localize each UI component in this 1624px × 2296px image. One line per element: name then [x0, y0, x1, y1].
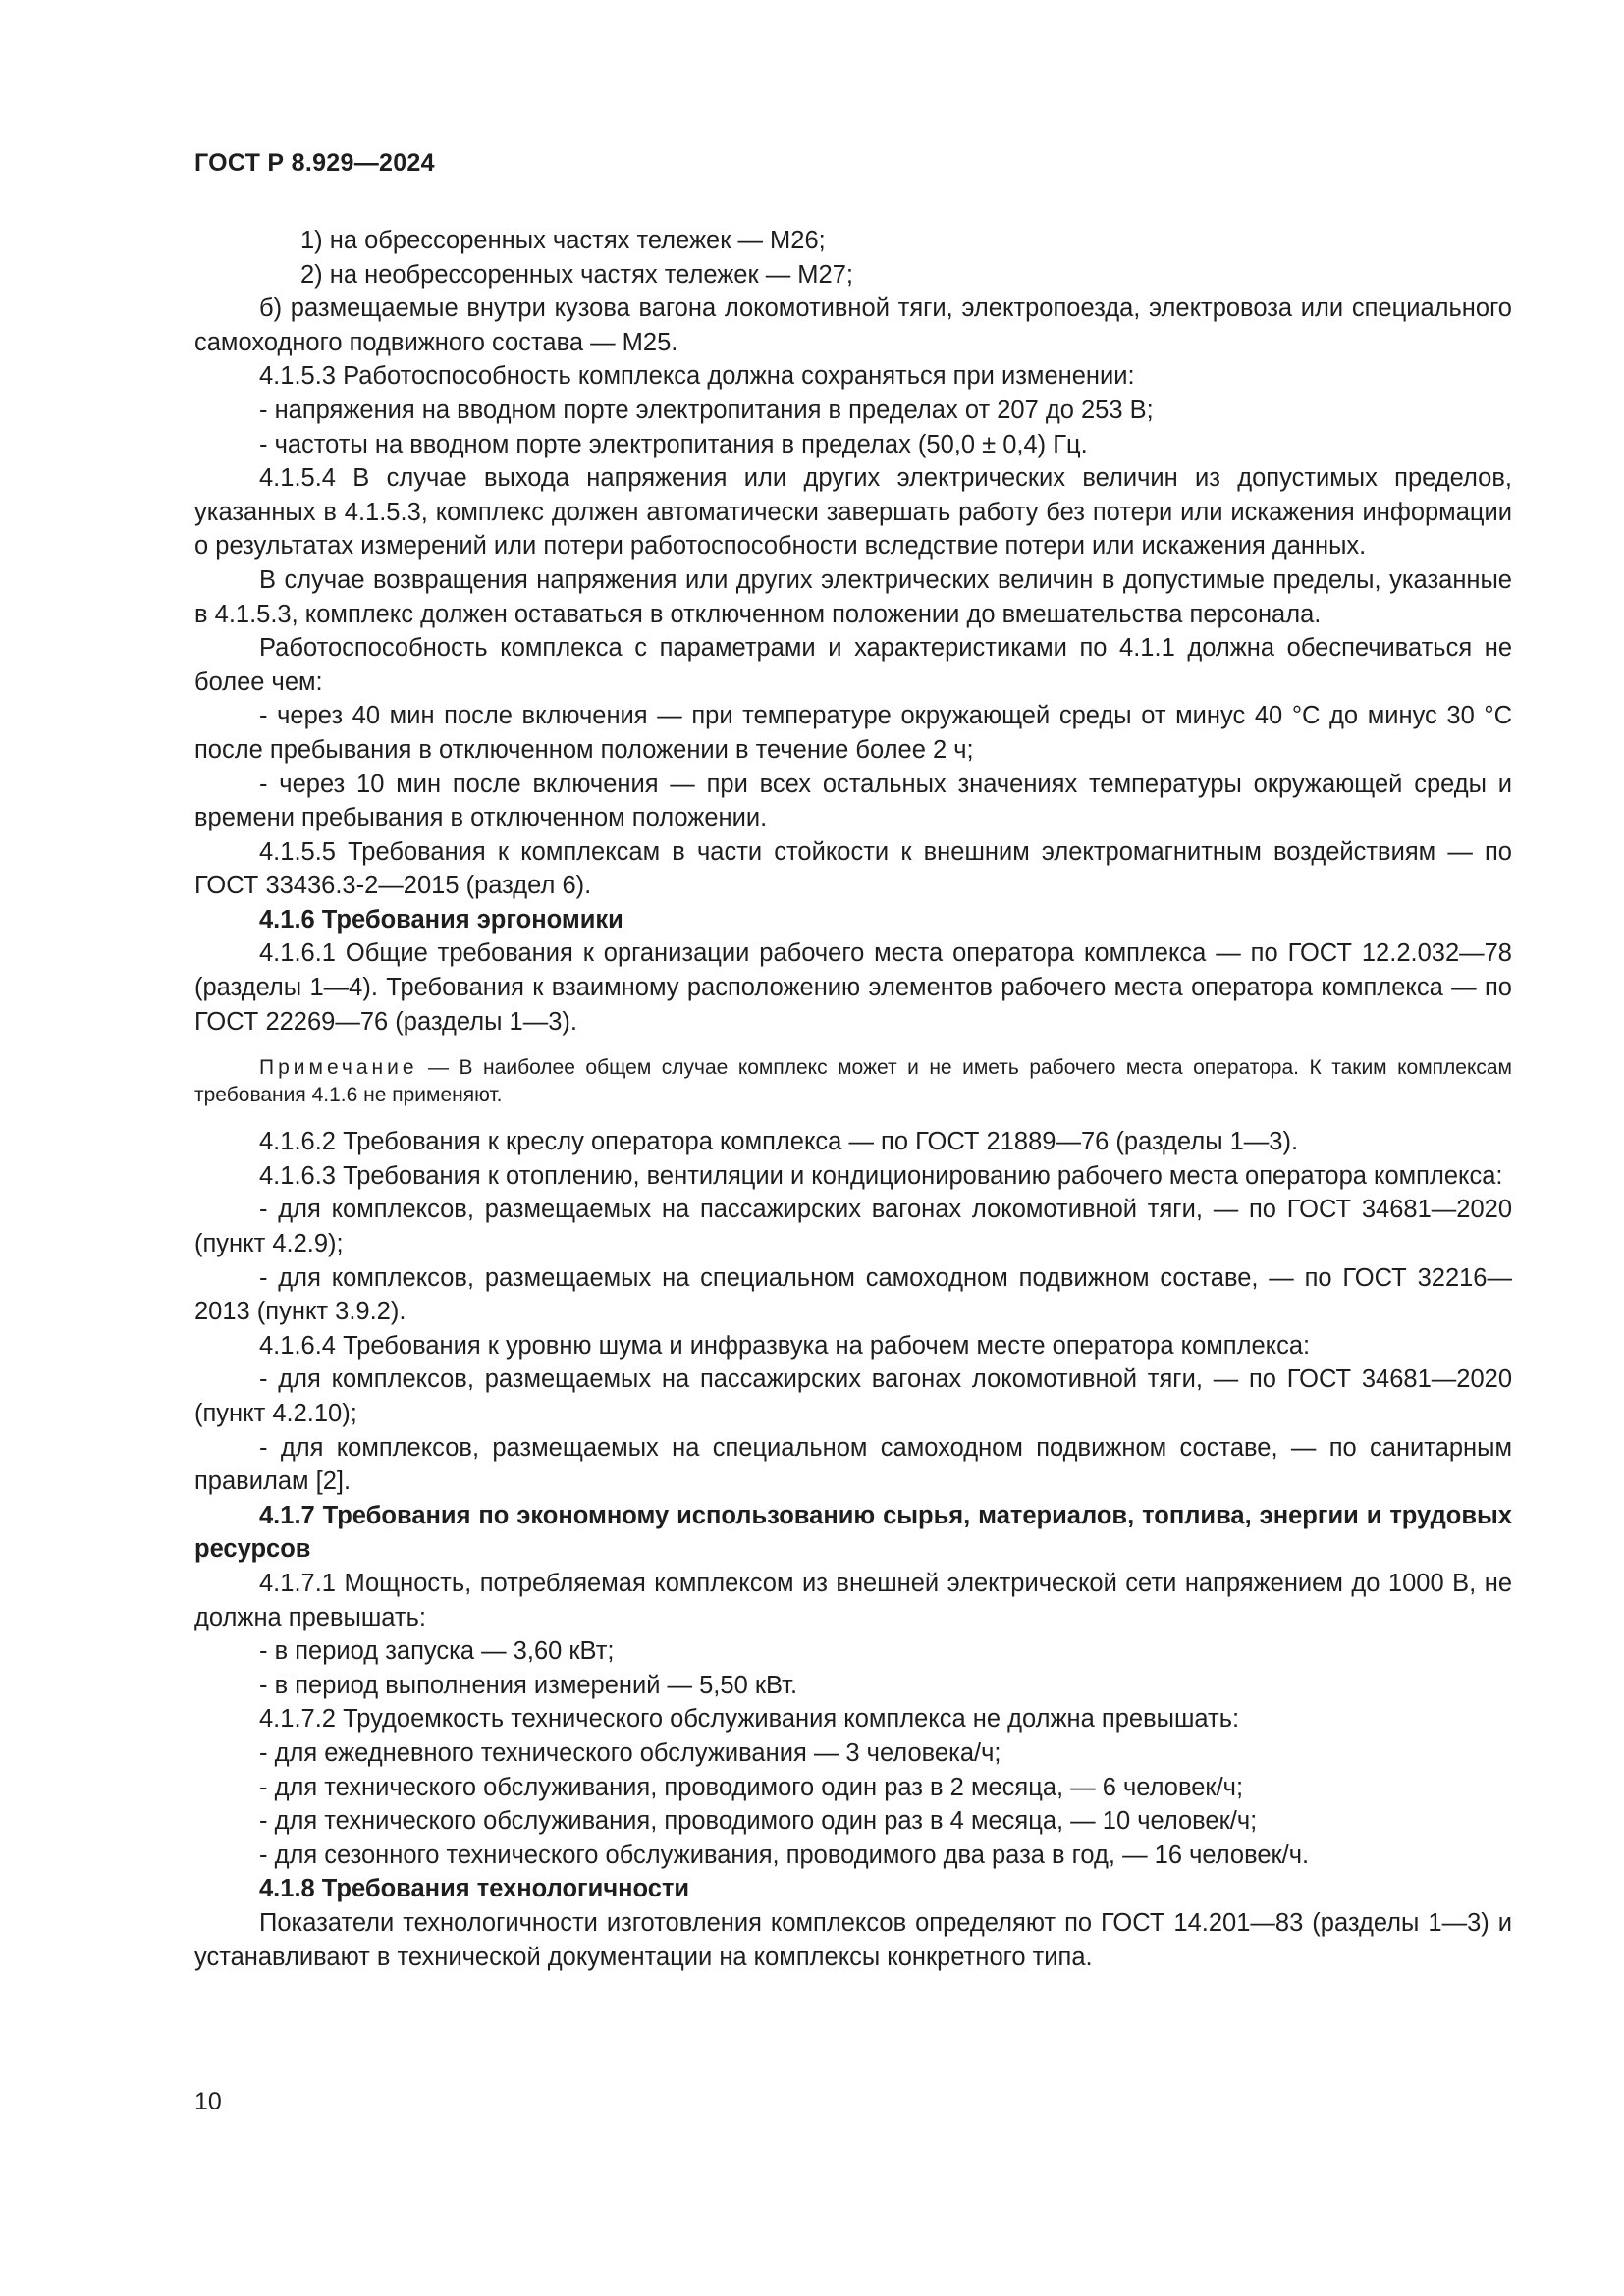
list-item: - частоты на вводном порте электропитания в пределах (50,0 ± 0,4) Гц.: [259, 430, 1088, 458]
note-label: Примечание: [259, 1056, 418, 1080]
list-item: - через 40 мин после включения — при температуре окружающей среды от минус 40 °С до минус 30 °С после пребывания в отключенном положении в течение более 2 ч;: [194, 702, 1512, 764]
body-paragraph: В случае возвращения напряжения или других электрических величин в допустимые пределы, указанные в 4.1.5.3, комплекс должен оставаться в отключенном положении до вмешательства персонала.: [194, 565, 1512, 628]
list-item: - для ежедневного технического обслуживания — 3 человека/ч;: [259, 1738, 1001, 1767]
list-item: - для комплексов, размещаемых на специальном самоходном подвижном составе, — по ГОСТ 32216—2013 (пункт 3.9.2).: [194, 1263, 1512, 1326]
list-item: - для комплексов, размещаемых на пассажирских вагонах локомотивной тяги, — по ГОСТ 34681—2020 (пункт 4.2.10);: [194, 1365, 1512, 1427]
list-item: 2) на необрессоренных частях тележек — М27;: [300, 260, 853, 289]
list-item: - напряжения на вводном порте электропитания в пределах от 207 до 253 В;: [259, 396, 1154, 424]
list-item: б) размещаемые внутри кузова вагона локомотивной тяги, электропоезда, электровоза или специального самоходного подвижного состава — М25.: [194, 294, 1512, 356]
page-number: 10: [194, 2088, 222, 2115]
list-item: - в период запуска — 3,60 кВт;: [259, 1637, 615, 1666]
list-item: - в период выполнения измерений — 5,50 кВт.: [259, 1671, 798, 1699]
body-paragraph: Показатели технологичности изготовления комплексов определяют по ГОСТ 14.201—83 (разделы 1—3) и устанавливают в технической документации на комплексы конкретного типа.: [194, 1908, 1512, 1971]
clause-paragraph: 4.1.6.2 Требования к креслу оператора комплекса — по ГОСТ 21889—76 (разделы 1—3).: [259, 1128, 1299, 1156]
list-item: 1) на обрессоренных частях тележек — М26;: [300, 227, 826, 254]
document-body: [194, 224, 1512, 1974]
clause-paragraph: 4.1.7.2 Трудоемкость технического обслуживания комплекса не должна превышать:: [259, 1705, 1240, 1734]
clause-paragraph: 4.1.6.1 Общие требования к организации рабочего места оператора комплекса — по ГОСТ 12.2.032—78 (разделы 1—4). Требования к взаимному расположению элементов рабочего места оператора комплекса — по ГОСТ 22269—76 (разделы 1—3).: [194, 939, 1512, 1036]
list-item: - через 10 мин после включения — при всех остальных значениях температуры окружающей среды и времени пребывания в отключенном положении.: [194, 770, 1512, 832]
list-item: - для технического обслуживания, проводимого один раз в 2 месяца, — 6 человек/ч;: [259, 1773, 1244, 1801]
list-item: - для комплексов, размещаемых на специальном самоходном подвижном составе, — по санитарным правилам [2].: [194, 1433, 1512, 1496]
body-paragraph: Работоспособность комплекса с параметрами и характеристиками по 4.1.1 должна обеспечиваться не более чем:: [194, 634, 1512, 696]
clause-paragraph: 4.1.6.4 Требования к уровню шума и инфразвука на рабочем месте оператора комплекса:: [259, 1331, 1311, 1360]
section-heading: 4.1.8 Требования технологичности: [259, 1875, 690, 1903]
clause-paragraph: 4.1.5.5 Требования к комплексам в части стойкости к внешним электромагнитным воздействиям — по ГОСТ 33436.3-2—2015 (раздел 6).: [194, 837, 1512, 900]
clause-paragraph: 4.1.5.4 В случае выхода напряжения или других электрических величин из допустимых пределов, указанных в 4.1.5.3, комплекс должен автоматически завершать работу без потери или искажения информации о результатах измерений или потери работоспособности вследствие потери или искажения данных.: [194, 464, 1512, 561]
document-header: ГОСТ Р 8.929—2024: [194, 149, 435, 177]
clause-paragraph: 4.1.6.3 Требования к отоплению, вентиляции и кондиционированию рабочего места оператора комплекса:: [259, 1161, 1503, 1190]
section-heading: 4.1.7 Требования по экономному использованию сырья, материалов, топлива, энергии и трудовых ресурсов: [194, 1501, 1512, 1564]
list-item: - для комплексов, размещаемых на пассажирских вагонах локомотивной тяги, — по ГОСТ 34681—2020 (пункт 4.2.9);: [194, 1196, 1512, 1258]
note-text: — В наиболее общем случае комплекс может и не иметь рабочего места оператора. К таким комплексам требования 4.1.6 не применяют.: [194, 1056, 1512, 1107]
section-heading: 4.1.6 Требования эргономики: [259, 905, 623, 934]
clause-paragraph: 4.1.5.3 Работоспособность комплекса должна сохраняться при изменении:: [259, 362, 1135, 391]
list-item: - для технического обслуживания, проводимого один раз в 4 месяца, — 10 человек/ч;: [259, 1807, 1258, 1836]
note-paragraph: [194, 1054, 1512, 1109]
clause-paragraph: 4.1.7.1 Мощность, потребляемая комплексом из внешней электрической сети напряжением до 1000 В, не должна превышать:: [194, 1569, 1512, 1631]
list-item: - для сезонного технического обслуживания, проводимого два раза в год, — 16 человек/ч.: [259, 1841, 1310, 1869]
